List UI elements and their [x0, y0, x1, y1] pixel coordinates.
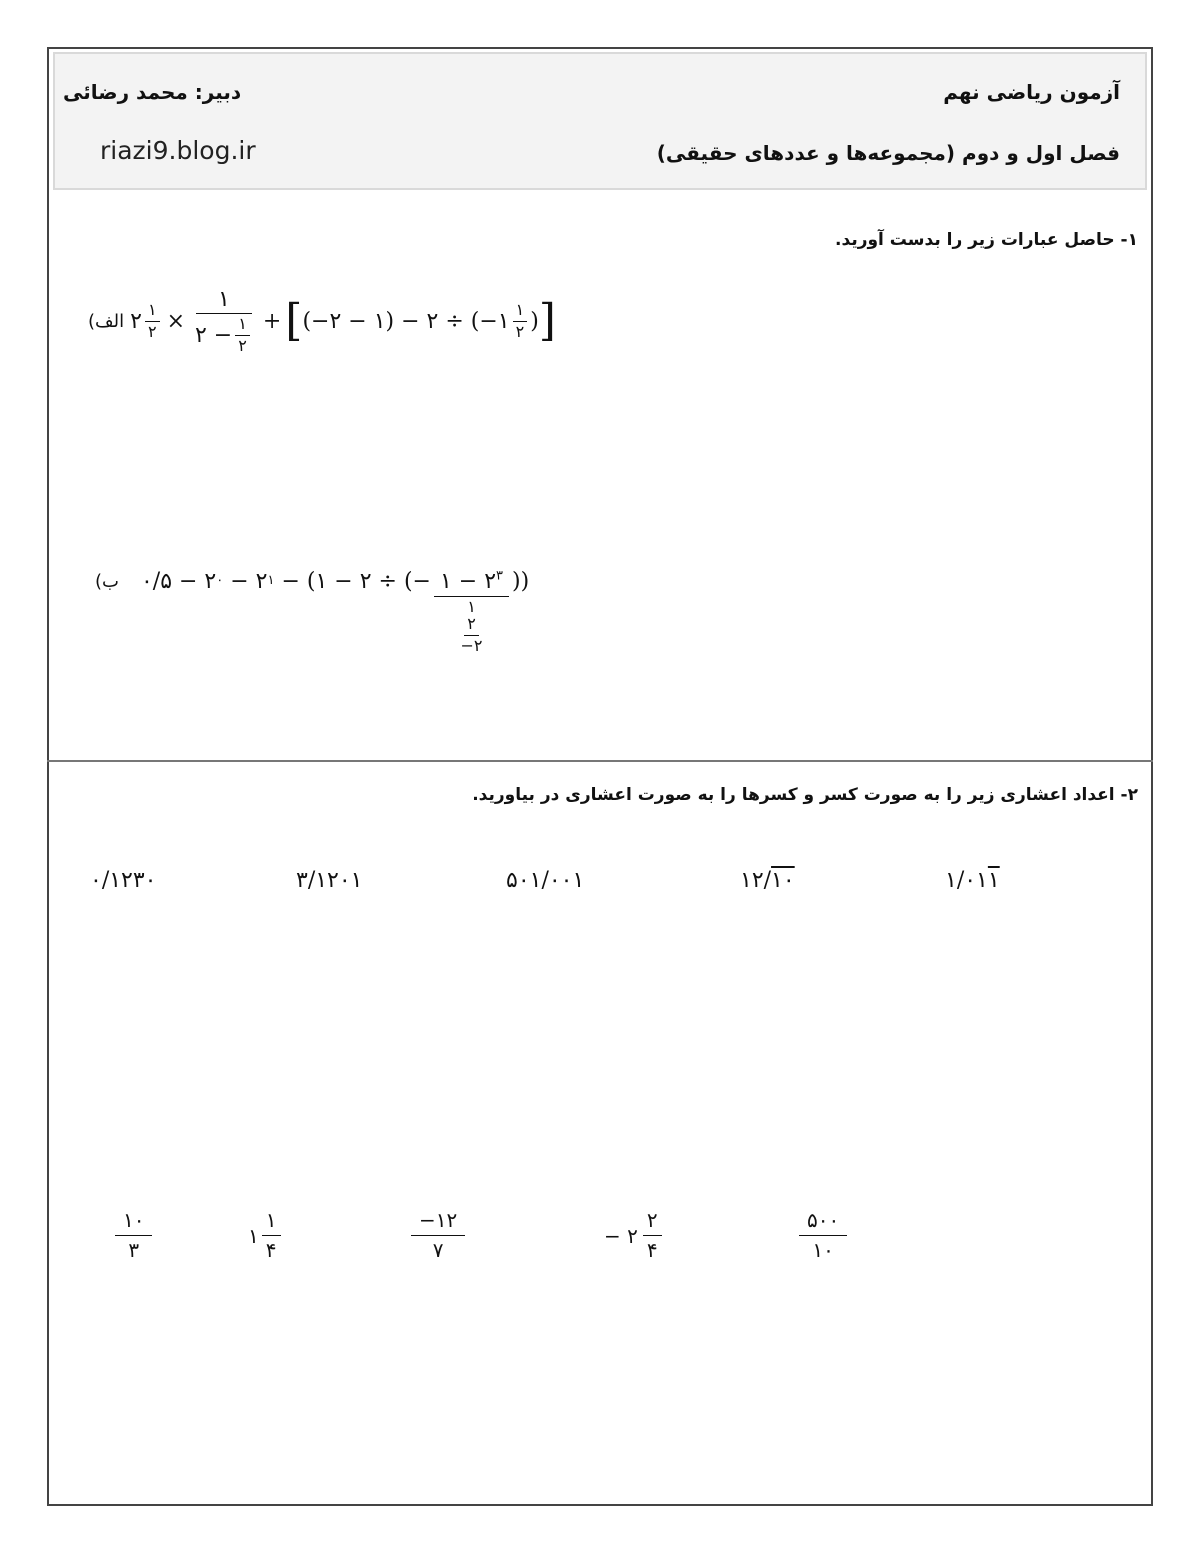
numerator: ۱ [513, 302, 528, 322]
exam-chapter: فصل اول و دوم (مجموعه‌ها و عددهای حقیقی) [656, 141, 1120, 165]
open-bracket: [ [285, 295, 303, 347]
fraction [643, 1210, 662, 1261]
expression-a [88, 288, 556, 355]
repeating-digits: ۱۰ [771, 868, 795, 893]
numerator [434, 570, 509, 597]
denominator: ۲ [238, 335, 247, 355]
fraction-item [604, 1210, 665, 1261]
denominator-part: ۲ − [195, 322, 233, 348]
nested-fraction [457, 599, 485, 654]
repeating-digits: ۱ [987, 868, 1000, 893]
expression-part: − ۲ [223, 568, 268, 594]
decimal-item: ۰/۱۲۳۰ [90, 868, 157, 893]
numerator: ۱ [145, 302, 160, 322]
question-2-prompt: ۲- اعداد اعشاری زیر را به صورت کسر و کسرها را به صورت اعشاری در بیاورید. [472, 785, 1138, 805]
numerator-base: ۱ − ۲ [439, 569, 497, 594]
fraction [799, 1210, 847, 1261]
closing-parens: )) [512, 568, 530, 594]
expression-a-label: الف) [88, 310, 125, 332]
expression-part: (−۲ − ۱) − ۲ ÷ (−۱ [302, 308, 510, 334]
mixed-whole: ۲ [130, 308, 142, 334]
fraction-item [796, 1210, 850, 1261]
denominator: ۲ [147, 321, 157, 341]
numerator: ۱ [235, 316, 250, 336]
expression-part: − (۱ − ۲ ÷ (− [274, 568, 431, 594]
exam-header [53, 52, 1147, 190]
mixed-number [130, 302, 162, 341]
times-sign: × [166, 308, 185, 334]
section-divider [47, 760, 1153, 762]
fraction-item [408, 1210, 468, 1261]
numerator: ۱ [196, 288, 252, 314]
expression-part: ۰/۵ − ۲ [140, 568, 217, 594]
fraction-item [112, 1210, 155, 1261]
fraction-item [248, 1210, 284, 1261]
middle-term: ۲ [464, 616, 479, 636]
denominator: ۴ [646, 1238, 658, 1262]
expression-b: ب) ۰/۵ − ۲ ۰ − ۲ ۱ − (۱ − ۲ ÷ (− ۱ − $۲^۳$ ۱ ۲ −۲ )) [95, 568, 530, 655]
repeating-decimal-item [740, 868, 795, 893]
teacher-name: دبیر: محمد رضائی [63, 80, 242, 104]
fraction [411, 1210, 465, 1261]
plus-sign: + [262, 308, 282, 334]
decimal-item: ۵۰۱/۰۰۱ [506, 868, 585, 893]
fraction [262, 1210, 281, 1261]
decimal-fixed-part: ۱/۰۱ [945, 868, 988, 893]
blog-address: riazi9.blog.ir [100, 136, 256, 165]
denominator [451, 597, 491, 654]
numerator: ۲ [643, 1210, 662, 1236]
expression-part: ) [530, 308, 539, 334]
question-1-prompt: ۱- حاصل عبارات زیر را بدست آورید. [835, 230, 1138, 250]
denominator: −۲ [460, 635, 483, 655]
denominator [192, 314, 256, 355]
numerator: ۱ [262, 1210, 281, 1236]
denominator: ۲ [515, 321, 525, 341]
compound-fraction [434, 570, 509, 654]
fraction [513, 302, 528, 341]
fraction [235, 316, 250, 355]
complex-fraction [192, 288, 256, 355]
close-bracket: ] [538, 295, 556, 347]
sign-and-whole: − ۲ [604, 1223, 638, 1248]
page-frame [47, 47, 1153, 1506]
numerator: ۵۰۰ [799, 1210, 847, 1236]
denominator: ۴ [265, 1238, 277, 1262]
expression-b-label: ب) [95, 570, 119, 592]
decimal-item: ۳/۱۲۰۱ [296, 868, 363, 893]
numerator: ۱ [467, 597, 476, 617]
decimal-fixed-part: ۱۲/ [740, 868, 772, 893]
denominator: ۱۰ [812, 1238, 834, 1262]
exam-title: آزمون ریاضی نهم [943, 80, 1120, 104]
mixed-whole: ۱ [248, 1223, 259, 1248]
fraction [145, 302, 160, 341]
numerator: ۱۰ [115, 1210, 152, 1236]
denominator: ۷ [432, 1238, 444, 1262]
fraction [115, 1210, 152, 1261]
repeating-decimal-item [945, 868, 1000, 893]
exponent: ۳ [496, 568, 504, 584]
numerator: −۱۲ [411, 1210, 465, 1236]
denominator: ۳ [128, 1238, 140, 1262]
